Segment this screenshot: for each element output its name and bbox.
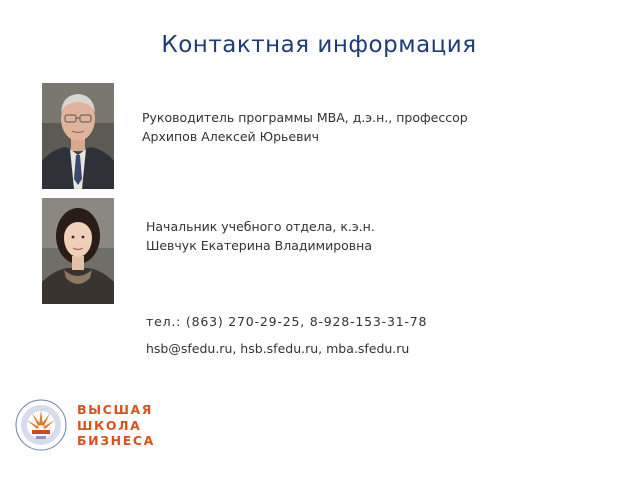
- person-card-1: [142, 108, 468, 146]
- woman-portrait-photo: [42, 198, 114, 304]
- logo-line-2: ШКОЛА: [77, 417, 142, 433]
- emails-text: hsb@sfedu.ru, hsb.sfedu.ru, mba.sfedu.ru: [146, 341, 410, 356]
- person-name: Шевчук Екатерина Владимировна: [146, 238, 373, 253]
- person-name: Архипов Алексей Юрьевич: [142, 129, 319, 144]
- person-position: Руководитель программы MBA, д.э.н., профессор: [142, 110, 468, 125]
- person-card-2: [146, 217, 375, 255]
- man-portrait-photo: [42, 83, 114, 189]
- university-seal-icon: [14, 398, 72, 453]
- page-title: Контактная информация: [161, 32, 477, 58]
- person-position: Начальник учебного отдела, к.э.н.: [146, 219, 375, 234]
- logo-line-1: ВЫСШАЯ: [77, 402, 153, 417]
- phone-text: тел.: (863) 270-29-25, 8-928-153-31-78: [146, 314, 428, 329]
- logo-line-3: БИЗНЕСА: [77, 433, 155, 448]
- school-logo: [14, 398, 154, 453]
